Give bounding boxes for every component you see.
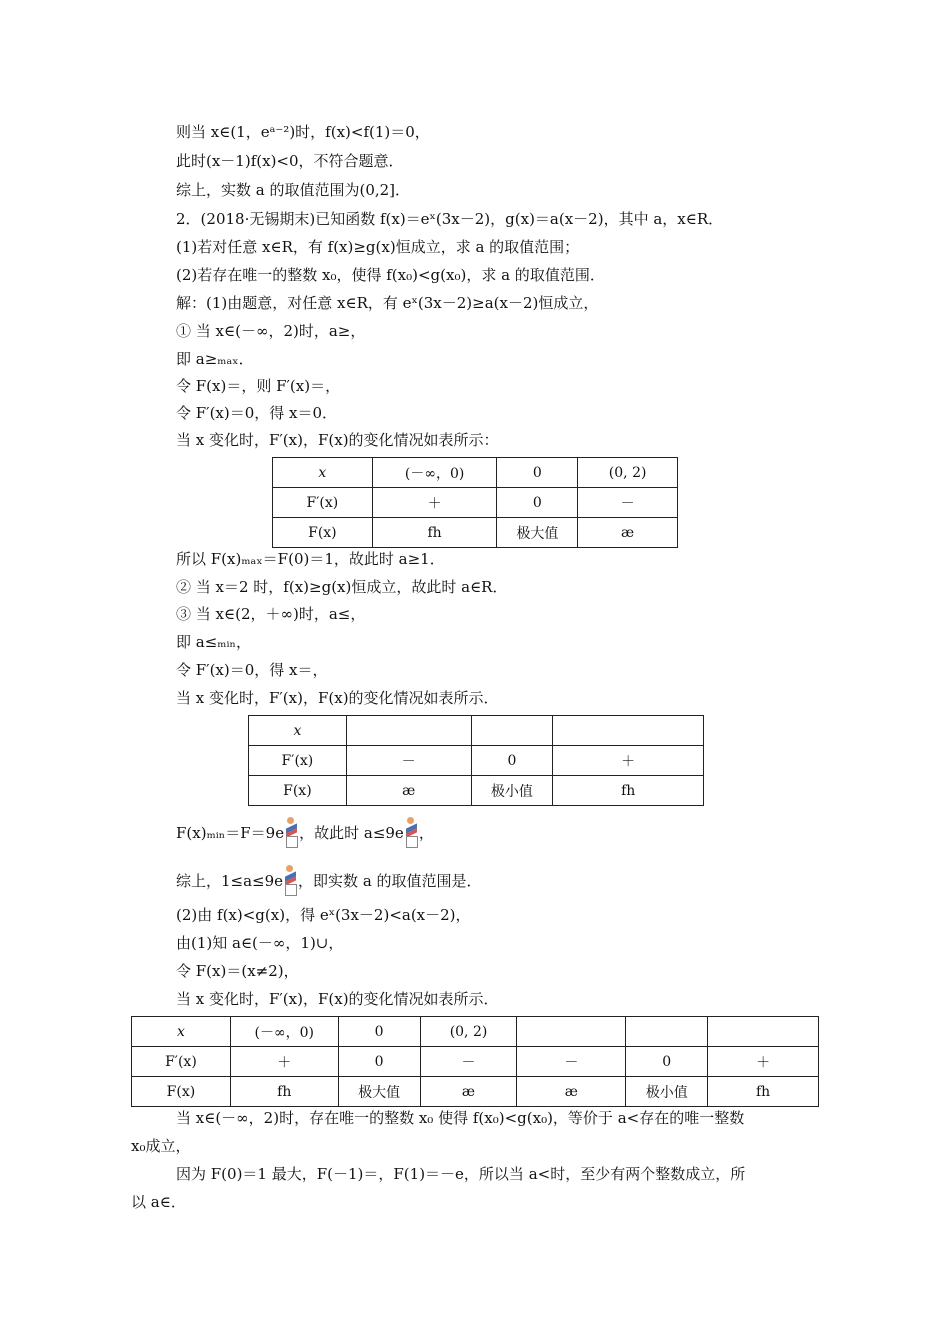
table-cell: F(x) (273, 518, 373, 548)
text-line: 所以 F(x)ₘₐₓ＝F(0)＝1，故此时 a≥1． (176, 550, 445, 568)
question-2: (2)若存在唯一的整数 x₀，使得 f(x₀)<g(x₀)，求 a 的取值范围． (176, 266, 605, 284)
text-line: x₀成立， (131, 1137, 191, 1155)
table-cell: F(x) (132, 1077, 231, 1107)
text-line: 由(1)知 a∈(－∞，1)∪， (176, 934, 344, 952)
table-cell: 0 (338, 1017, 420, 1047)
table-cell: 极小值 (471, 776, 553, 806)
variation-table-1 (272, 457, 678, 548)
problem-statement: 2．(2018·无锡期末)已知函数 f(x)＝eˣ(3x－2)，g(x)＝a(x－2)，其中 a，x∈R． (176, 210, 724, 228)
table-cell: æ (517, 1077, 626, 1107)
table-cell (553, 716, 704, 746)
table-cell: ＋ (230, 1047, 338, 1077)
summary-prefix: 综上，1≤a≤9e (176, 872, 284, 890)
table-cell (346, 716, 471, 746)
table-cell: F′(x) (132, 1047, 231, 1077)
text-line: 令 F′(x)＝0，得 x＝， (176, 661, 328, 679)
table-cell: 0 (471, 746, 553, 776)
table-cell: 0 (497, 488, 578, 518)
text-line: 令 F(x)＝(x≠2)， (176, 962, 299, 980)
variation-table-2 (248, 715, 704, 806)
table-cell: 极大值 (497, 518, 578, 548)
table-cell (626, 1017, 708, 1047)
table-cell: (－∞，0) (230, 1017, 338, 1047)
table-cell: － (578, 488, 678, 518)
text-line: 以 a∈． (131, 1193, 186, 1211)
table-cell: fh (230, 1077, 338, 1107)
table-cell: æ (346, 776, 471, 806)
solution-start: 解：(1)由题意，对任意 x∈R，有 eˣ(3x－2)≥a(x－2)恒成立， (176, 294, 599, 312)
table-cell: (0, 2) (420, 1017, 517, 1047)
table-cell: 极小值 (626, 1077, 708, 1107)
table-cell: 0 (338, 1047, 420, 1077)
table-cell: ＋ (553, 746, 704, 776)
broken-formula-icon (284, 864, 297, 896)
table-cell: 极大值 (338, 1077, 420, 1107)
text-line: 即 a≤ₘᵢₙ， (176, 633, 251, 651)
table-cell: fh (708, 1077, 819, 1107)
table-cell: x (273, 458, 373, 488)
variation-table-3 (131, 1016, 819, 1107)
table-cell: 0 (497, 458, 578, 488)
table-cell (517, 1017, 626, 1047)
table-cell: － (517, 1047, 626, 1077)
table-cell: F′(x) (249, 746, 347, 776)
table-cell: 0 (626, 1047, 708, 1077)
table-cell: x (132, 1017, 231, 1047)
table-cell: F′(x) (273, 488, 373, 518)
table-cell: (0, 2) (578, 458, 678, 488)
summary-line (176, 864, 482, 896)
table-cell: fh (553, 776, 704, 806)
table-cell (708, 1017, 819, 1047)
text-line: 因为 F(0)＝1 最大，F(－1)＝，F(1)＝－e，所以当 a<时，至少有两个整数成立，所 (176, 1165, 746, 1183)
text-line: 即 a≥ₘₐₓ． (176, 350, 254, 368)
text-line: 令 F(x)＝，则 F′(x)＝， (176, 377, 341, 395)
table-cell: － (346, 746, 471, 776)
table-cell (471, 716, 553, 746)
fmin-middle: ，故此时 a≤9e (299, 824, 404, 842)
text-line: ① 当 x∈(－∞，2)时，a≥， (176, 322, 366, 340)
table-cell: ＋ (708, 1047, 819, 1077)
text-line: 当 x 变化时，F′(x)，F(x)的变化情况如表所示． (176, 990, 499, 1008)
text-line: 当 x 变化时，F′(x)，F(x)的变化情况如表所示． (176, 689, 499, 707)
table-cell: － (420, 1047, 517, 1077)
table-cell: æ (420, 1077, 517, 1107)
question-1: (1)若对任意 x∈R，有 f(x)≥g(x)恒成立，求 a 的取值范围； (176, 238, 580, 256)
text-line: 令 F′(x)＝0，得 x＝0． (176, 404, 338, 422)
text-line: ② 当 x＝2 时，f(x)≥g(x)恒成立，故此时 a∈R． (176, 578, 508, 596)
broken-formula-icon (285, 816, 298, 848)
summary-suffix: ，即实数 a 的取值范围是． (298, 872, 482, 890)
table-cell: F(x) (249, 776, 347, 806)
table-cell: fh (372, 518, 497, 548)
fmin-suffix: ， (418, 824, 434, 842)
text-line: (2)由 f(x)<g(x)，得 eˣ(3x－2)<a(x－2)， (176, 906, 471, 924)
text-line: 综上，实数 a 的取值范围为(0,2]． (176, 181, 411, 199)
text-line: 当 x 变化时，F′(x)，F(x)的变化情况如表所示： (176, 431, 499, 449)
text-line: 则当 x∈(1，eᵃ⁻²)时，f(x)<f(1)＝0， (176, 123, 430, 141)
table-cell: x (249, 716, 347, 746)
fmin-line (176, 816, 434, 848)
fmin-prefix: F(x)ₘᵢₙ＝F＝9e (176, 824, 285, 842)
text-line: ③ 当 x∈(2，＋∞)时，a≤， (176, 605, 366, 623)
text-line: 当 x∈(－∞，2)时，存在唯一的整数 x₀ 使得 f(x₀)<g(x₀)，等价于 a<存在的唯一整数 (176, 1109, 745, 1127)
table-cell: æ (578, 518, 678, 548)
text-line: 此时(x－1)f(x)<0，不符合题意． (176, 152, 404, 170)
table-cell: ＋ (372, 488, 497, 518)
broken-formula-icon (405, 816, 418, 848)
table-cell: (－∞，0) (372, 458, 497, 488)
